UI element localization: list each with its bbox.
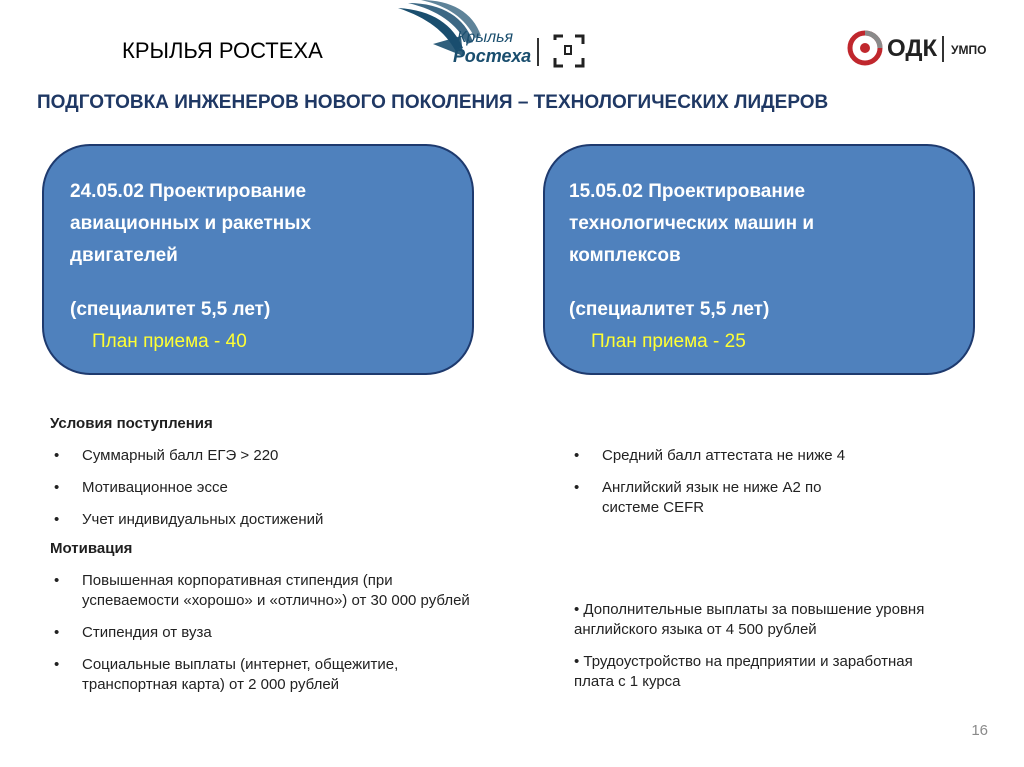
list-item: • Трудоустройство на предприятии и заработная плата с 1 курса [574,653,913,690]
program-1-degree: (специалитет 5,5 лет) [70,299,271,320]
program-1-line-3: двигателей [70,245,178,266]
list-item: • Суммарный балл ЕГЭ > 220 [50,446,490,466]
slide-title: ПОДГОТОВКА ИНЖЕНЕРОВ НОВОГО ПОКОЛЕНИЯ – ТЕХНОЛОГИЧЕСКИХ ЛИДЕРОВ [37,92,829,113]
list-item: • Стипендия от вуза [50,623,490,643]
motivation-title: Мотивация [50,540,133,557]
conditions-title: Условия поступления [50,415,213,432]
list-item: • Средний балл аттестата не ниже 4 [570,446,870,466]
wings-logo-icon [393,0,593,75]
right-conditions-list [570,446,870,530]
svg-text:ОДК: ОДК [887,35,938,62]
program-2-degree: (специалитет 5,5 лет) [569,299,770,320]
program-2-line-2: технологических машин и [569,213,815,234]
right-extras [574,600,954,704]
list-item: • Учет индивидуальных достижений [50,510,490,530]
list-item: • Английский язык не ниже А2 по системе CEFR [570,478,870,518]
odk-logo-icon [845,28,1005,68]
svg-text:УМПО: УМПО [951,43,987,57]
program-1-line-1: 24.05.02 Проектирование [70,181,307,202]
program-2-line-1: 15.05.02 Проектирование [569,181,806,202]
program-box-1 [42,144,474,375]
svg-text:Ростеха: Ростеха [453,46,532,66]
header-title: КРЫЛЬЯ РОСТЕХА [122,38,323,63]
list-item: • Мотивационное эссе [50,478,490,498]
page-number: 16 [971,722,988,739]
svg-text:Крылья: Крылья [457,29,514,46]
program-2-plan: План приема - 25 [591,331,746,352]
program-1-line-2: авиационных и ракетных [70,213,312,234]
motivation-list [50,571,490,707]
program-2-line-3: комплексов [569,245,681,266]
program-1-plan: План приема - 40 [92,331,247,352]
conditions-list [50,446,490,542]
list-item: • Повышенная корпоративная стипендия (при успеваемости «хорошо» и «отлично») от 30 000 рублей [50,571,490,611]
list-item: • Дополнительные выплаты за повышение уровня английского языка от 4 500 рублей [574,601,925,638]
list-item: • Социальные выплаты (интернет, общежитие, транспортная карта) от 2 000 рублей [50,655,490,695]
program-box-2 [543,144,975,375]
